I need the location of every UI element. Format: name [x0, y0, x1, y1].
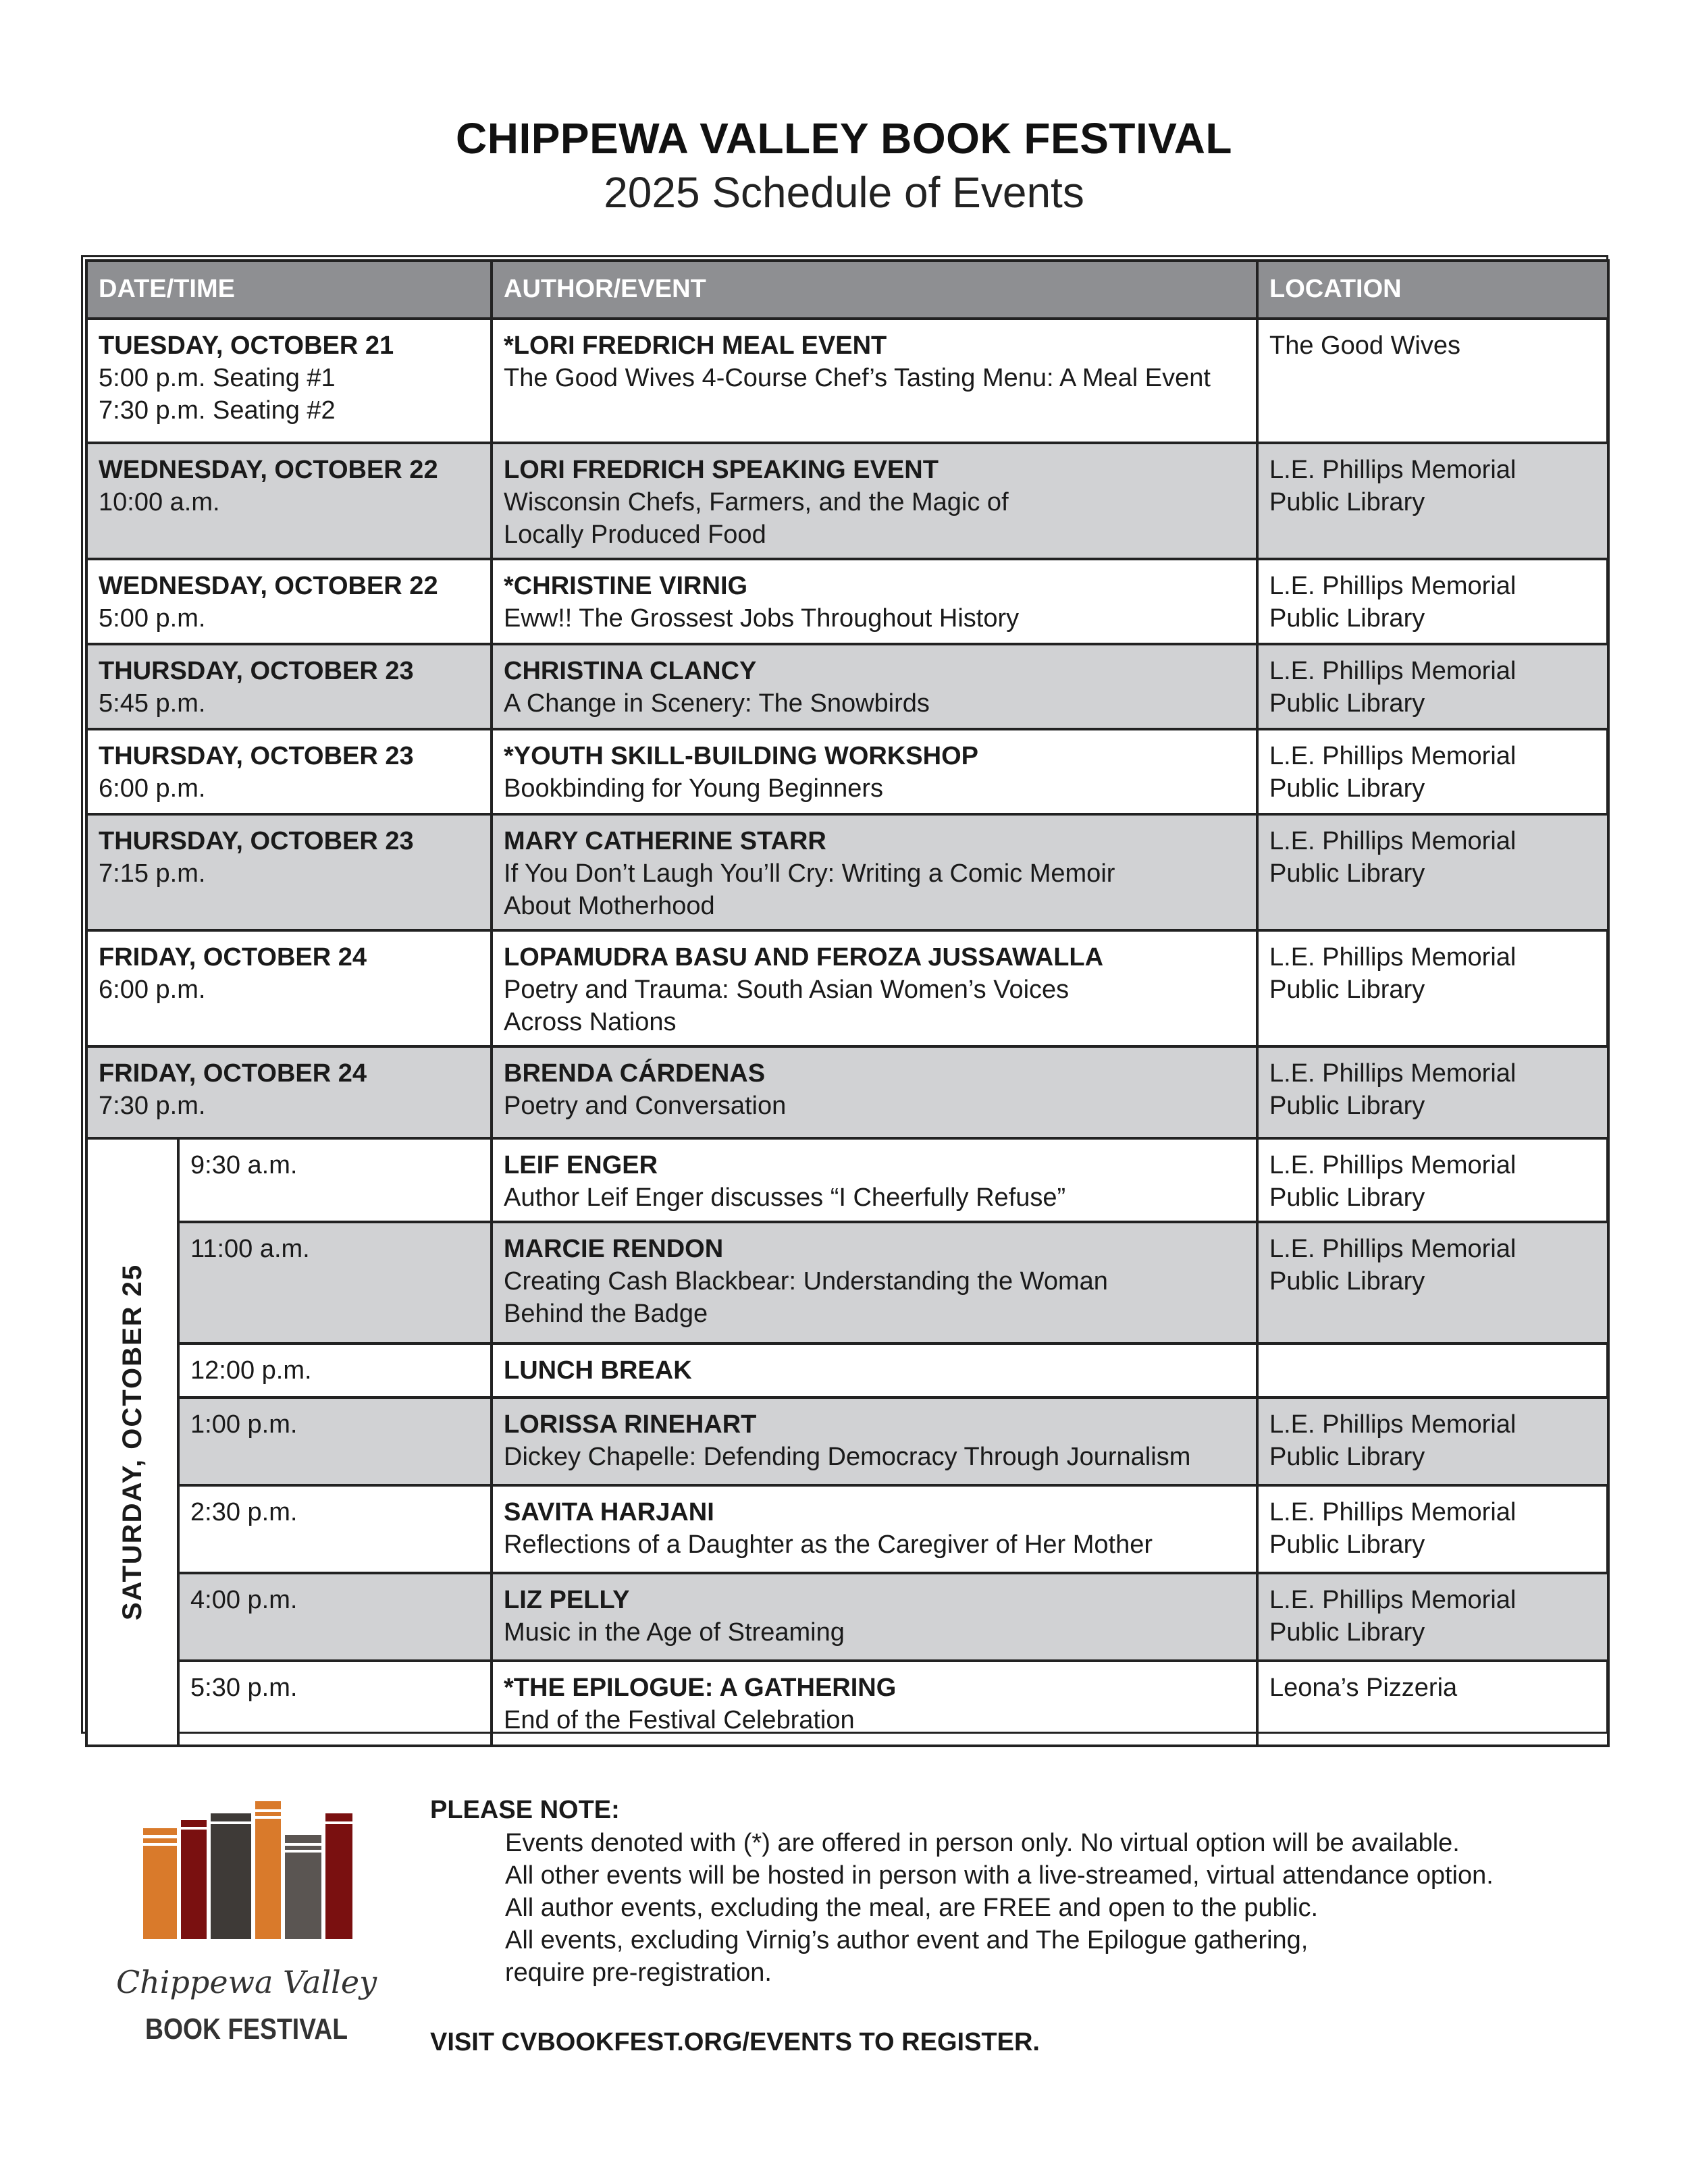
event-description: Across Nations	[504, 1008, 677, 1036]
event-location: Leona’s Pizzeria	[1269, 1674, 1458, 1702]
event-time: 5:00 p.m. Seating #1	[99, 364, 336, 392]
table-row	[86, 1046, 1608, 1138]
event-location: L.E. Phillips Memorial	[1269, 1586, 1516, 1614]
event-description: Eww!! The Grossest Jobs Throughout History	[504, 604, 1020, 633]
location-cell	[1257, 1138, 1608, 1222]
event-location: Public Library	[1269, 1092, 1425, 1120]
location-cell	[1257, 319, 1608, 443]
event-description: End of the Festival Celebration	[504, 1706, 855, 1734]
location-cell	[1257, 1397, 1608, 1485]
logo-script-text: Chippewa Valley	[115, 1964, 377, 2000]
event-time: 11:00 a.m.	[190, 1235, 310, 1263]
table-row	[86, 443, 1608, 559]
event-time: 10:00 a.m.	[99, 488, 220, 516]
location-cell	[1257, 930, 1608, 1046]
note-line: require pre-registration.	[505, 1959, 772, 1987]
location-cell	[1257, 1485, 1608, 1573]
time-cell	[178, 1138, 492, 1222]
event-title: LOPAMUDRA BASU AND FEROZA JUSSAWALLA	[504, 943, 1104, 971]
time-cell	[178, 1222, 492, 1343]
event-cell	[492, 1046, 1257, 1138]
event-location: L.E. Phillips Memorial	[1269, 943, 1516, 971]
time-cell	[178, 1573, 492, 1661]
table-row	[86, 1573, 1608, 1661]
event-description: Poetry and Conversation	[504, 1092, 787, 1120]
time-cell	[178, 1485, 492, 1573]
table-row	[86, 1343, 1608, 1397]
time-cell	[178, 1661, 492, 1746]
note-line: Events denoted with (*) are offered in person only. No virtual option will be available.	[505, 1829, 1460, 1857]
event-description: Poetry and Trauma: South Asian Women’s Voices	[504, 976, 1070, 1004]
event-location: L.E. Phillips Memorial	[1269, 657, 1516, 685]
date-cell	[86, 644, 492, 729]
event-title: BRENDA CÁRDENAS	[504, 1059, 766, 1088]
event-date: THURSDAY, OCTOBER 23	[99, 742, 414, 770]
event-location: Public Library	[1269, 976, 1425, 1004]
event-title: *YOUTH SKILL-BUILDING WORKSHOP	[504, 742, 978, 770]
event-description: Dickey Chapelle: Defending Democracy Through Journalism	[504, 1443, 1191, 1471]
event-time: 9:30 a.m.	[190, 1151, 298, 1179]
column-header-location: LOCATION	[1257, 261, 1608, 319]
event-time: 4:00 p.m.	[190, 1586, 298, 1614]
event-cell	[492, 1343, 1257, 1397]
event-title: *THE EPILOGUE: A GATHERING	[504, 1674, 897, 1702]
event-time: 5:30 p.m.	[190, 1674, 298, 1702]
event-description: Reflections of a Daughter as the Caregiver of Her Mother	[504, 1530, 1153, 1559]
festival-logo	[115, 1796, 377, 2066]
event-description: Music in the Age of Streaming	[504, 1618, 845, 1647]
event-title: MARCIE RENDON	[504, 1235, 724, 1263]
time-cell	[178, 1397, 492, 1485]
notes-heading: PLEASE NOTE:	[430, 1796, 620, 1824]
event-description: A Change in Scenery: The Snowbirds	[504, 689, 930, 718]
event-title: LORI FREDRICH SPEAKING EVENT	[504, 456, 939, 484]
date-cell	[86, 319, 492, 443]
table-row	[86, 1138, 1608, 1222]
date-cell	[86, 443, 492, 559]
event-title: MARY CATHERINE STARR	[504, 827, 826, 855]
event-cell	[492, 930, 1257, 1046]
event-cell	[492, 1573, 1257, 1661]
date-cell	[86, 930, 492, 1046]
event-description: Behind the Badge	[504, 1300, 708, 1328]
notes-list	[505, 1827, 1494, 1989]
event-title: LIZ PELLY	[504, 1586, 630, 1614]
saturday-date-cell	[86, 1138, 178, 1746]
table-row	[86, 729, 1608, 814]
event-cell	[492, 1397, 1257, 1485]
table-row	[86, 1397, 1608, 1485]
books-icon	[143, 1801, 352, 1939]
event-location: Public Library	[1269, 604, 1425, 633]
table-row	[86, 559, 1608, 644]
event-location: Public Library	[1269, 1183, 1425, 1212]
location-cell	[1257, 729, 1608, 814]
event-description: About Motherhood	[504, 892, 715, 920]
event-location: Public Library	[1269, 1618, 1425, 1647]
table-row	[86, 1661, 1608, 1746]
event-description: If You Don’t Laugh You’ll Cry: Writing a Comic Memoir	[504, 859, 1115, 888]
event-location: L.E. Phillips Memorial	[1269, 1235, 1516, 1263]
location-cell	[1257, 1046, 1608, 1138]
event-location: Public Library	[1269, 859, 1425, 888]
page-subtitle: 2025 Schedule of Events	[604, 168, 1084, 217]
event-time: 2:30 p.m.	[190, 1498, 298, 1526]
page-title: CHIPPEWA VALLEY BOOK FESTIVAL	[456, 114, 1232, 163]
note-line: All author events, excluding the meal, are FREE and open to the public.	[505, 1894, 1319, 1922]
event-title: LEIF ENGER	[504, 1151, 658, 1179]
event-title: *CHRISTINE VIRNIG	[504, 572, 748, 600]
event-location: L.E. Phillips Memorial	[1269, 456, 1516, 484]
event-cell	[492, 1661, 1257, 1746]
register-link[interactable]: VISIT CVBOOKFEST.ORG/EVENTS TO REGISTER.	[430, 2028, 1040, 2056]
event-location: L.E. Phillips Memorial	[1269, 1151, 1516, 1179]
event-title: *LORI FREDRICH MEAL EVENT	[504, 331, 887, 360]
schedule-table-frame	[81, 255, 1608, 1734]
date-cell	[86, 1046, 492, 1138]
event-date: THURSDAY, OCTOBER 23	[99, 657, 414, 685]
event-location: L.E. Phillips Memorial	[1269, 572, 1516, 600]
event-time: 6:00 p.m.	[99, 976, 206, 1004]
column-header-datetime: DATE/TIME	[86, 261, 492, 319]
event-time: 1:00 p.m.	[190, 1410, 298, 1439]
event-location: L.E. Phillips Memorial	[1269, 827, 1516, 855]
event-description: Author Leif Enger discusses “I Cheerfully Refuse”	[504, 1183, 1066, 1212]
event-location: Public Library	[1269, 774, 1425, 803]
date-cell	[86, 729, 492, 814]
event-date: FRIDAY, OCTOBER 24	[99, 1059, 367, 1088]
date-cell	[86, 559, 492, 644]
event-description: The Good Wives 4-Course Chef’s Tasting Menu: A Meal Event	[504, 364, 1211, 392]
event-description: Creating Cash Blackbear: Understanding the Woman	[504, 1267, 1108, 1296]
event-location: L.E. Phillips Memorial	[1269, 1498, 1516, 1526]
event-time: 12:00 p.m.	[190, 1356, 312, 1385]
table-row	[86, 1485, 1608, 1573]
event-cell	[492, 559, 1257, 644]
location-cell	[1257, 644, 1608, 729]
event-cell	[492, 644, 1257, 729]
event-date: WEDNESDAY, OCTOBER 22	[99, 572, 438, 600]
saturday-label: SATURDAY, OCTOBER 25	[117, 1263, 147, 1621]
event-time: 6:00 p.m.	[99, 774, 206, 803]
event-cell	[492, 814, 1257, 930]
date-cell	[86, 814, 492, 930]
event-date: THURSDAY, OCTOBER 23	[99, 827, 414, 855]
event-description: Locally Produced Food	[504, 521, 766, 549]
location-cell	[1257, 1222, 1608, 1343]
event-date: WEDNESDAY, OCTOBER 22	[99, 456, 438, 484]
event-date: TUESDAY, OCTOBER 21	[99, 331, 394, 360]
event-cell	[492, 1222, 1257, 1343]
event-time: 5:00 p.m.	[99, 604, 206, 633]
event-time: 5:45 p.m.	[99, 689, 206, 718]
column-header-event: AUTHOR/EVENT	[492, 261, 1257, 319]
event-time: 7:30 p.m.	[99, 1092, 206, 1120]
event-location: Public Library	[1269, 1443, 1425, 1471]
event-title: SAVITA HARJANI	[504, 1498, 714, 1526]
event-cell	[492, 1485, 1257, 1573]
schedule-table	[85, 259, 1610, 1747]
time-cell	[178, 1343, 492, 1397]
event-location: Public Library	[1269, 689, 1425, 718]
event-time: 7:30 p.m. Seating #2	[99, 396, 336, 425]
event-cell	[492, 443, 1257, 559]
location-cell	[1257, 814, 1608, 930]
event-cell	[492, 1138, 1257, 1222]
event-location: L.E. Phillips Memorial	[1269, 1410, 1516, 1439]
event-description: Wisconsin Chefs, Farmers, and the Magic of	[504, 488, 1009, 516]
event-location: L.E. Phillips Memorial	[1269, 742, 1516, 770]
table-row	[86, 1222, 1608, 1343]
location-cell	[1257, 1573, 1608, 1661]
location-cell	[1257, 1661, 1608, 1746]
event-title: CHRISTINA CLANCY	[504, 657, 757, 685]
event-location: Public Library	[1269, 1530, 1425, 1559]
event-cell	[492, 319, 1257, 443]
event-description: Bookbinding for Young Beginners	[504, 774, 884, 803]
table-row	[86, 319, 1608, 443]
table-row	[86, 814, 1608, 930]
location-cell	[1257, 559, 1608, 644]
table-row	[86, 930, 1608, 1046]
event-title: LUNCH BREAK	[504, 1356, 692, 1385]
event-cell	[492, 729, 1257, 814]
event-location: Public Library	[1269, 488, 1425, 516]
event-title: LORISSA RINEHART	[504, 1410, 757, 1439]
event-location: The Good Wives	[1269, 331, 1461, 360]
event-time: 7:15 p.m.	[99, 859, 206, 888]
note-line: All events, excluding Virnig’s author event and The Epilogue gathering,	[505, 1926, 1309, 1954]
location-cell	[1257, 1343, 1608, 1397]
location-cell	[1257, 443, 1608, 559]
event-location: L.E. Phillips Memorial	[1269, 1059, 1516, 1088]
logo-caption: BOOK FESTIVAL	[145, 2013, 348, 2046]
schedule-body	[86, 319, 1608, 1746]
note-line: All other events will be hosted in person with a live-streamed, virtual attendance option.	[505, 1861, 1494, 1890]
table-header-row	[86, 261, 1608, 319]
table-row	[86, 644, 1608, 729]
event-date: FRIDAY, OCTOBER 24	[99, 943, 367, 971]
event-location: Public Library	[1269, 1267, 1425, 1296]
